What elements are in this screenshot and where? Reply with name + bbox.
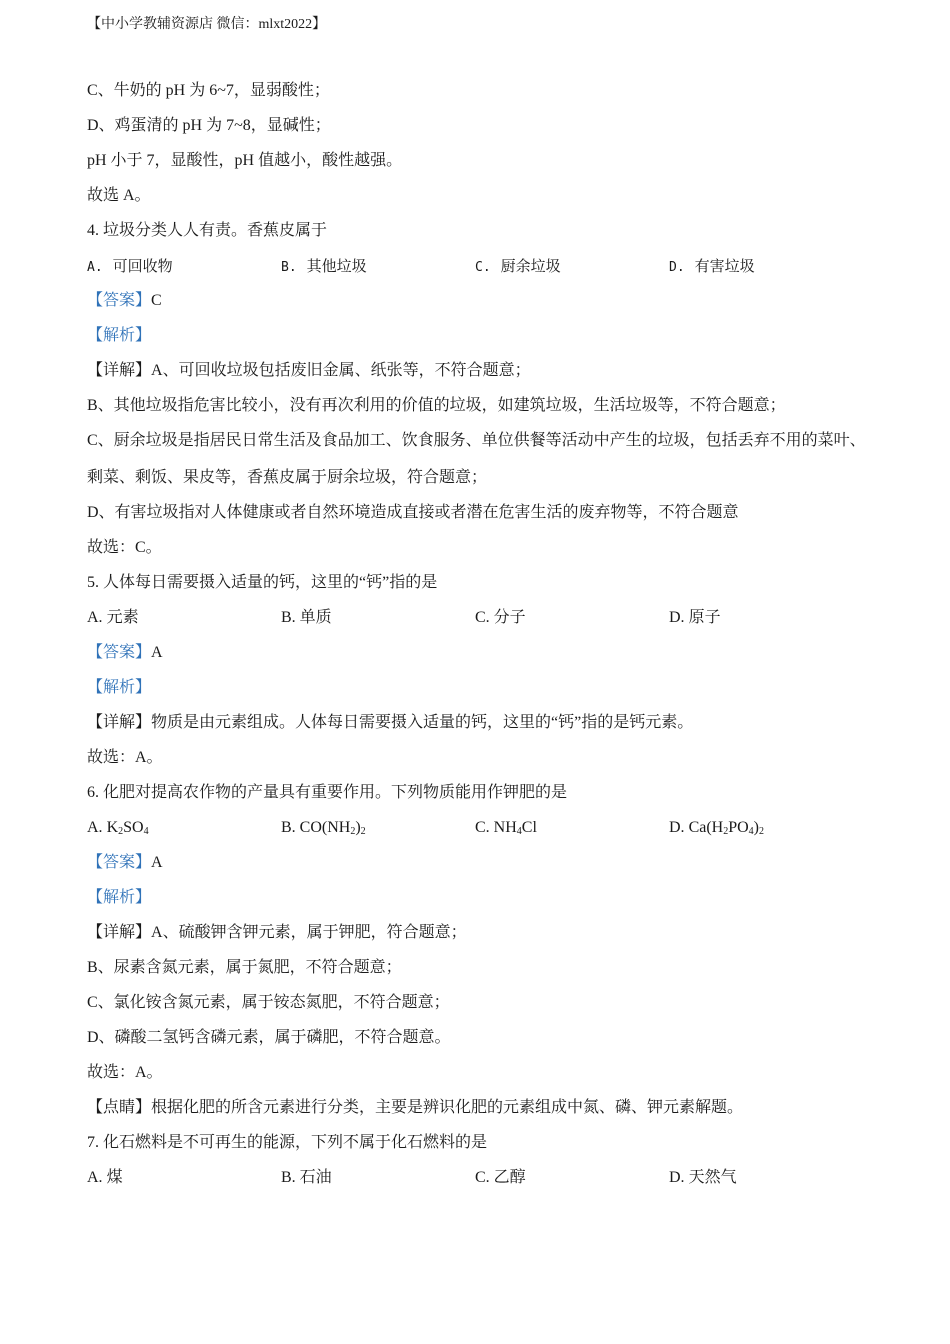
q4-options [87, 255, 877, 290]
q4-answer: 【答案】C [87, 292, 162, 309]
q6-option-c: C. $NH_4Cl$ [475, 819, 537, 837]
q6-detail-c: C、氯化铵含氮元素，属于铵态氮肥，不符合题意； [87, 994, 450, 1011]
q5-option-d: D. 原子 [669, 609, 721, 626]
q7-options [87, 1167, 877, 1202]
q6-stem: 6. 化肥对提高农作物的产量具有重要作用。下列物质能用作钾肥的是 [87, 784, 568, 801]
q6-answer: 【答案】A [87, 854, 163, 871]
q7-option-c: C. 乙醇 [475, 1169, 526, 1186]
q6-analysis [87, 887, 877, 922]
detail-label: 【详解】 [87, 362, 152, 379]
q5-options [87, 607, 877, 642]
q3-ph-rule: pH 小于 7，显酸性，pH 值越小，酸性越强。 [87, 152, 403, 169]
q5-analysis [87, 677, 877, 712]
q5-stem: 5. 人体每日需要摄入适量的钙，这里的“钙”指的是 [87, 574, 438, 591]
q6-option-b: B. $CO(NH_2)_2$ [281, 819, 366, 837]
q4-option-d: D. 有害垃圾 [669, 257, 755, 275]
q7-option-b: B. 石油 [281, 1169, 332, 1186]
q6-option-a: A. $K_2SO_4$ [87, 819, 149, 837]
q6-options [87, 817, 877, 852]
q4-detail-c: C、厨余垃圾是指居民日常生活及食品加工、饮食服务、单位供餐等活动中产生的垃圾，包括丢弃不用的菜叶、剩菜、剩饭、果皮等，香蕉皮属于厨余垃圾，符合题意； [87, 432, 866, 486]
q7-option-a: A. 煤 [87, 1169, 123, 1186]
q4-stem: 4. 垃圾分类人人有责。香蕉皮属于 [87, 222, 328, 239]
q4-option-a: A. 可回收物 [87, 257, 173, 275]
q6-remark: 【点睛】根据化肥的所含元素进行分类，主要是辨识化肥的元素组成中氮、磷、钾元素解题。 [87, 1099, 744, 1116]
q5-option-b: B. 单质 [281, 609, 332, 626]
q6-option-d: D. $Ca(H_2PO_4)_2$ [669, 819, 764, 837]
q3-option-c-explanation: C、牛奶的 pH 为 6~7，显弱酸性； [87, 82, 330, 99]
q4-detail-d: D、有害垃圾指对人体健康或者自然环境造成直接或者潜在危害生活的废弃物等，不符合题意 [87, 504, 739, 521]
q6-detail-d: D、磷酸二氢钙含磷元素，属于磷肥，不符合题意。 [87, 1029, 451, 1046]
answer-label: 【答案】 [87, 644, 152, 661]
q3-choice: 故选 A。 [87, 187, 151, 204]
analysis-label: 【解析】 [87, 327, 152, 344]
q6-choice: 故选：A。 [87, 1064, 163, 1081]
q6-detail-a: 【详解】A、硫酸钾含钾元素，属于钾肥，符合题意； [87, 924, 467, 941]
page-header: 【中小学教辅资源店 微信：mlxt2022】 [87, 17, 327, 32]
analysis-label: 【解析】 [87, 679, 152, 696]
q4-analysis [87, 325, 877, 360]
q4-option-c: C. 厨余垃圾 [475, 257, 561, 275]
q4-choice: 故选：C。 [87, 539, 162, 556]
q5-answer: 【答案】A [87, 644, 163, 661]
q5-choice: 故选：A。 [87, 749, 163, 766]
answer-label: 【答案】 [87, 854, 152, 871]
q5-option-c: C. 分子 [475, 609, 526, 626]
q5-option-a: A. 元素 [87, 609, 139, 626]
q7-option-d: D. 天然气 [669, 1169, 737, 1186]
q4-option-b: B. 其他垃圾 [281, 257, 367, 275]
q4-detail-a: 【详解】A、可回收垃圾包括废旧金属、纸张等，不符合题意； [87, 362, 531, 379]
detail-label: 【详解】 [87, 924, 152, 941]
q4-detail-b: B、其他垃圾指危害比较小，没有再次利用的价值的垃圾，如建筑垃圾，生活垃圾等，不符合题意； [87, 397, 786, 414]
q5-detail: 【详解】物质是由元素组成。人体每日需要摄入适量的钙，这里的“钙”指的是钙元素。 [87, 714, 694, 731]
detail-label: 【详解】 [87, 714, 152, 731]
q6-detail-b: B、尿素含氮元素，属于氮肥，不符合题意； [87, 959, 402, 976]
q3-option-d-explanation: D、鸡蛋清的 pH 为 7~8，显碱性； [87, 117, 331, 134]
remark-label: 【点睛】 [87, 1099, 152, 1116]
analysis-label: 【解析】 [87, 889, 152, 906]
answer-label: 【答案】 [87, 292, 152, 309]
q7-stem: 7. 化石燃料是不可再生的能源，下列不属于化石燃料的是 [87, 1134, 488, 1151]
document-content [87, 80, 877, 1202]
